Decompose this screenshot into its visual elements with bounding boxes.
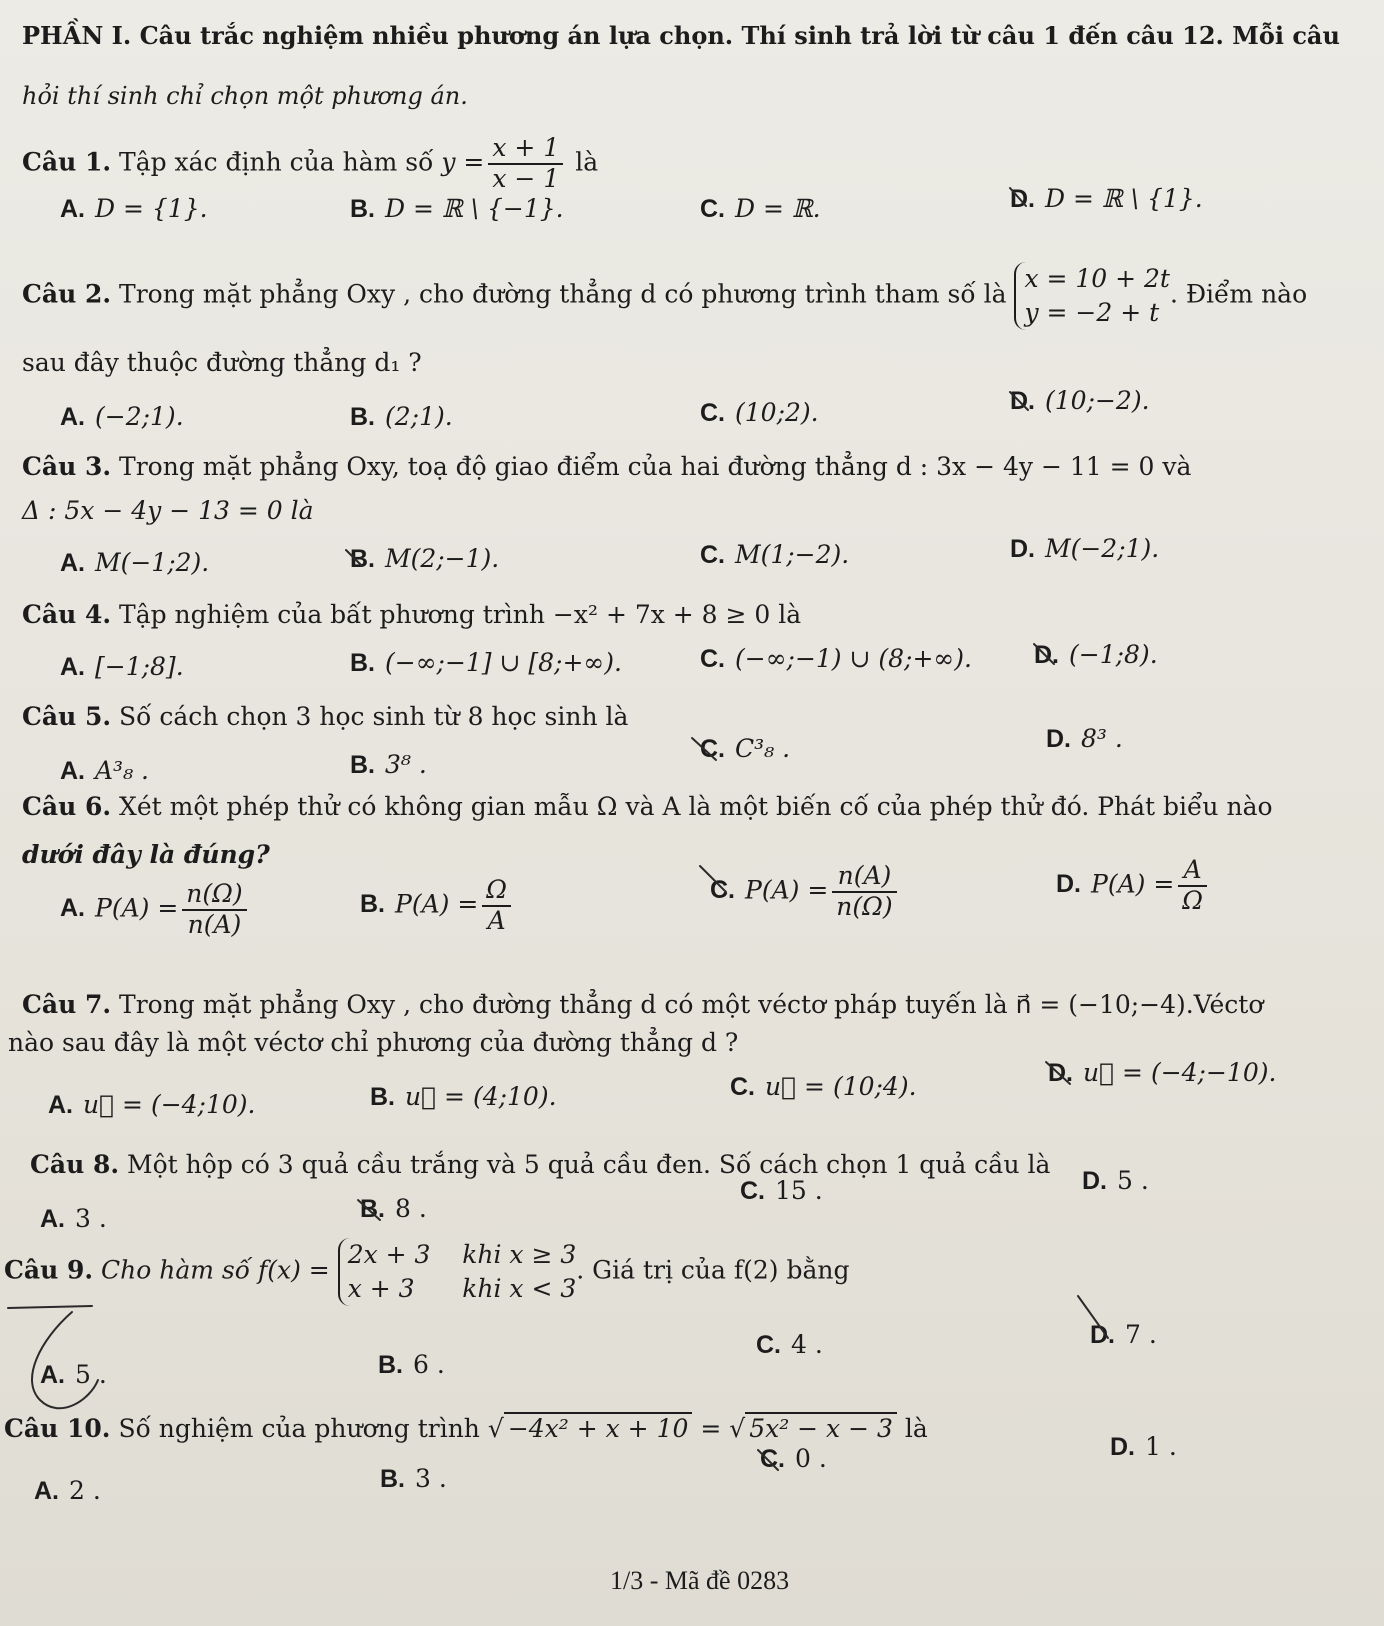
q2-option-b[interactable] xyxy=(350,402,453,432)
option-label: C. xyxy=(700,541,725,569)
option-text: 7 . xyxy=(1125,1320,1157,1349)
option-label: C. xyxy=(710,876,735,905)
option-text: u⃗ = (10;4). xyxy=(765,1072,917,1101)
question-7 xyxy=(22,990,1263,1020)
option-label: A. xyxy=(60,549,85,577)
q10-option-a[interactable] xyxy=(34,1476,101,1506)
option-text: D = ℝ \ {1}. xyxy=(1045,184,1203,213)
option-text: 2 . xyxy=(69,1476,101,1505)
question-label: Câu 8. xyxy=(30,1150,120,1179)
fraction-numerator: A xyxy=(1178,856,1207,887)
system-row: x + 3 khi x < 3 xyxy=(347,1273,577,1303)
q9-option-a[interactable] xyxy=(40,1360,107,1390)
q2-option-c[interactable] xyxy=(700,398,819,428)
fraction-denominator: x − 1 xyxy=(492,163,560,193)
q7-option-a[interactable] xyxy=(48,1090,256,1120)
question-label: Câu 5. xyxy=(22,702,112,731)
question-tail: . Giá trị của f(2) bằng xyxy=(576,1255,850,1285)
question-9 xyxy=(4,1238,850,1306)
question-7-line-2 xyxy=(8,1028,738,1058)
q2-option-a[interactable] xyxy=(60,402,184,432)
option-label: D. xyxy=(1034,641,1059,669)
question-8 xyxy=(30,1150,1050,1180)
option-label: A. xyxy=(60,403,85,431)
fraction xyxy=(182,880,246,940)
option-text: 8³ . xyxy=(1081,724,1123,753)
option-text: M(2;−1). xyxy=(385,544,500,573)
q9-option-b[interactable] xyxy=(378,1350,445,1380)
option-label: A. xyxy=(60,894,85,923)
option-text: (10;2). xyxy=(735,398,819,427)
question-10 xyxy=(4,1414,928,1444)
page-footer-text: 1/3 - Mã đề 0283 xyxy=(610,1566,790,1595)
option-text: 0 . xyxy=(795,1444,827,1473)
q7-option-c[interactable] xyxy=(730,1072,917,1102)
fraction-numerator: Ω xyxy=(482,876,511,907)
fraction-numerator: n(Ω) xyxy=(182,880,246,911)
q4-option-b[interactable] xyxy=(350,648,622,678)
option-text: 3 . xyxy=(415,1464,447,1493)
q8-option-d[interactable] xyxy=(1082,1166,1149,1196)
fraction-denominator: n(Ω) xyxy=(836,891,893,921)
option-label: B. xyxy=(370,1083,395,1111)
option-text: 5 . xyxy=(1117,1166,1149,1195)
q10-option-c[interactable] xyxy=(760,1444,827,1474)
question-6 xyxy=(22,792,1273,822)
question-text: Cho hàm số f(x) = xyxy=(101,1255,330,1285)
q6-option-c[interactable] xyxy=(710,862,901,922)
option-label: D. xyxy=(1010,185,1035,213)
piecewise-system xyxy=(338,1238,577,1306)
page-footer xyxy=(610,1566,789,1596)
option-text: (−∞;−1) ∪ (8;+∞). xyxy=(735,644,972,673)
q5-option-d[interactable] xyxy=(1046,724,1123,754)
option-label: B. xyxy=(350,649,375,677)
option-label: A. xyxy=(34,1477,59,1505)
q3-option-a[interactable] xyxy=(60,548,209,578)
q3-option-b[interactable] xyxy=(350,544,499,574)
option-text: u⃗ = (−4;−10). xyxy=(1083,1058,1277,1087)
q9-option-c[interactable] xyxy=(756,1330,823,1360)
q1-option-d[interactable] xyxy=(1010,184,1203,214)
option-label: A. xyxy=(48,1091,73,1119)
sqrt-right: √ 5x² − x − 3 xyxy=(729,1412,897,1443)
question-text: Số nghiệm của phương trình xyxy=(118,1414,480,1443)
option-label: C. xyxy=(756,1331,781,1359)
option-label: D. xyxy=(1010,387,1035,415)
question-label: Câu 6. xyxy=(22,792,112,821)
option-text: 3⁸ . xyxy=(385,750,427,779)
underline-q9 xyxy=(8,1306,92,1308)
option-text: C³₈ . xyxy=(735,734,791,763)
question-text: nào sau đây là một véctơ chỉ phương của đường thẳng d ? xyxy=(8,1028,739,1057)
option-label: D. xyxy=(1082,1167,1107,1195)
part-heading xyxy=(22,22,1340,51)
question-tail: . Điểm nào xyxy=(1169,279,1308,309)
fraction xyxy=(488,134,563,194)
parametric-system xyxy=(1014,262,1170,330)
option-text: 5 . xyxy=(75,1360,107,1389)
system-row: y = −2 + t xyxy=(1024,297,1160,327)
option-text: u⃗ = (−4;10). xyxy=(83,1090,256,1119)
question-label: Câu 4. xyxy=(22,600,112,629)
question-text: sau đây thuộc đường thẳng d₁ ? xyxy=(22,348,422,377)
option-label: B. xyxy=(350,403,375,431)
question-2 xyxy=(22,262,1307,330)
option-label: A. xyxy=(40,1361,65,1389)
option-text: (2;1). xyxy=(385,402,453,431)
q10-option-b[interactable] xyxy=(380,1464,447,1494)
option-label: B. xyxy=(350,545,375,573)
option-label: B. xyxy=(360,1195,385,1223)
fraction-denominator: Ω xyxy=(1182,885,1204,915)
option-label: A. xyxy=(60,757,85,785)
q1-option-b[interactable] xyxy=(350,194,564,224)
option-text: 15 . xyxy=(775,1176,823,1205)
option-text: (−∞;−1] ∪ [8;+∞). xyxy=(385,648,622,677)
fraction-denominator: n(A) xyxy=(187,909,242,939)
question-text: Một hộp có 3 quả cầu trắng và 5 quả cầu đen. Số cách chọn 1 quả cầu là xyxy=(127,1150,1051,1179)
question-6-line-2 xyxy=(22,840,270,870)
q4-option-d[interactable] xyxy=(1034,640,1158,670)
question-2-line-2 xyxy=(22,348,422,378)
question-text: Xét một phép thử có không gian mẫu Ω và A là một biến cố của phép thử đó. Phát biểu nào xyxy=(119,792,1273,821)
question-text: Tập nghiệm của bất phương trình −x² + 7x + 8 ≥ 0 là xyxy=(119,600,802,629)
question-3-line-2 xyxy=(22,496,314,526)
q1-option-c[interactable] xyxy=(700,194,821,224)
option-label: A. xyxy=(40,1205,65,1233)
question-label: Câu 2. xyxy=(22,279,112,309)
option-text: 4 . xyxy=(791,1330,823,1359)
q2-option-d[interactable] xyxy=(1010,386,1150,416)
option-text: D = ℝ \ {−1}. xyxy=(385,194,564,223)
q5-option-c[interactable] xyxy=(700,734,790,764)
option-label: C. xyxy=(700,735,725,763)
option-text: u⃗ = (4;10). xyxy=(405,1082,557,1111)
option-text: 6 . xyxy=(413,1350,445,1379)
option-text: M(1;−2). xyxy=(735,540,850,569)
option-label: B. xyxy=(350,195,375,223)
question-text: dưới đây là đúng? xyxy=(22,840,270,869)
part-heading-text: PHẦN I. Câu trắc nghiệm nhiều phương án lựa chọn. Thí sinh trả lời từ câu 1 đến câu 12. Mỗi câu xyxy=(22,21,1340,50)
option-text: D = {1}. xyxy=(95,194,208,223)
q7-option-b[interactable] xyxy=(370,1082,557,1112)
fraction-numerator: x + 1 xyxy=(488,134,563,165)
question-text: Trong mặt phẳng Oxy , cho đường thẳng d có phương trình tham số là xyxy=(119,279,1007,309)
q5-option-a[interactable] xyxy=(60,756,149,786)
option-text: 8 . xyxy=(395,1194,427,1223)
question-text: Trong mặt phẳng Oxy , cho đường thẳng d có một véctơ pháp tuyến là n⃗ = (−10;−4).Véctơ xyxy=(119,990,1264,1019)
option-label: C. xyxy=(730,1073,755,1101)
option-text: M(−2;1). xyxy=(1045,534,1160,563)
option-lhs: P(A) = xyxy=(745,875,829,905)
option-label: C. xyxy=(700,399,725,427)
option-label: D. xyxy=(1056,870,1081,899)
part-instruction-text: hỏi thí sinh chỉ chọn một phương án. xyxy=(22,82,468,110)
option-label: A. xyxy=(60,653,85,681)
option-text: (−1;8). xyxy=(1069,640,1158,669)
option-label: D. xyxy=(1110,1433,1135,1461)
q6-option-b[interactable] xyxy=(360,876,515,936)
q3-option-d[interactable] xyxy=(1010,534,1159,564)
sqrt-left-radicand: −4x² + x + 10 xyxy=(504,1412,693,1443)
question-text: Δ : 5x − 4y − 13 = 0 là xyxy=(22,496,314,525)
q7-option-d[interactable] xyxy=(1048,1058,1276,1088)
option-text: (10;−2). xyxy=(1045,386,1150,415)
q8-option-b[interactable] xyxy=(360,1194,427,1224)
question-label: Câu 10. xyxy=(4,1414,111,1443)
q10-option-d[interactable] xyxy=(1110,1432,1177,1462)
part-instruction xyxy=(22,82,468,111)
option-text: (−2;1). xyxy=(95,402,184,431)
q4-option-c[interactable] xyxy=(700,644,972,674)
question-3 xyxy=(22,452,1191,482)
question-tail: là xyxy=(575,147,599,177)
question-text: Tập xác định của hàm số xyxy=(119,147,434,177)
option-label: A. xyxy=(60,195,85,223)
sqrt-left: √ −4x² + x + 10 xyxy=(488,1412,693,1443)
option-label: D. xyxy=(1090,1321,1115,1349)
question-5 xyxy=(22,702,628,732)
option-text: M(−1;2). xyxy=(95,548,210,577)
q3-option-c[interactable] xyxy=(700,540,849,570)
option-text: 1 . xyxy=(1145,1432,1177,1461)
option-label: C. xyxy=(700,195,725,223)
q5-option-b[interactable] xyxy=(350,750,427,780)
question-tail: là xyxy=(904,1414,928,1443)
q8-option-c[interactable] xyxy=(740,1176,823,1206)
option-lhs: P(A) = xyxy=(395,889,479,919)
option-label: B. xyxy=(378,1351,403,1379)
q6-option-d[interactable] xyxy=(1056,856,1211,916)
fraction-numerator: n(A) xyxy=(832,862,896,893)
system-row: 2x + 3 khi x ≥ 3 xyxy=(347,1240,577,1269)
question-text: Trong mặt phẳng Oxy, toạ độ giao điểm của hai đường thẳng d : 3x − 4y − 11 = 0 và xyxy=(119,452,1192,481)
question-label: Câu 3. xyxy=(22,452,112,481)
option-lhs: P(A) = xyxy=(1091,869,1175,899)
system-row: x = 10 + 2t xyxy=(1024,264,1170,293)
option-lhs: P(A) = xyxy=(95,893,179,923)
fraction-denominator: A xyxy=(487,905,506,935)
q4-option-a[interactable] xyxy=(60,652,184,682)
option-label: D. xyxy=(1010,535,1035,563)
question-label: Câu 1. xyxy=(22,147,112,177)
fraction xyxy=(1178,856,1207,916)
question-4 xyxy=(22,600,801,630)
question-label: Câu 7. xyxy=(22,990,112,1019)
option-label: C. xyxy=(700,645,725,673)
option-label: D. xyxy=(1046,725,1071,753)
question-text: Số cách chọn 3 học sinh từ 8 học sinh là xyxy=(119,702,629,731)
q6-option-a[interactable] xyxy=(60,880,251,940)
option-label: C. xyxy=(740,1177,765,1205)
option-label: B. xyxy=(350,751,375,779)
option-label: B. xyxy=(360,890,385,919)
option-label: C. xyxy=(760,1445,785,1473)
equals-sign: = xyxy=(700,1414,722,1443)
formula-lhs: y = xyxy=(441,147,485,177)
option-label: B. xyxy=(380,1465,405,1493)
option-label: D. xyxy=(1048,1059,1073,1087)
fraction xyxy=(832,862,896,922)
fraction xyxy=(482,876,511,936)
option-text: 3 . xyxy=(75,1204,107,1233)
sqrt-right-radicand: 5x² − x − 3 xyxy=(745,1412,897,1443)
q9-option-d[interactable] xyxy=(1090,1320,1157,1350)
option-text: D = ℝ. xyxy=(735,194,821,223)
option-text: A³₈ . xyxy=(95,756,149,785)
question-1 xyxy=(22,134,598,194)
q1-option-a[interactable] xyxy=(60,194,208,224)
q8-option-a[interactable] xyxy=(40,1204,107,1234)
option-text: [−1;8]. xyxy=(95,652,184,681)
question-label: Câu 9. xyxy=(4,1255,94,1285)
